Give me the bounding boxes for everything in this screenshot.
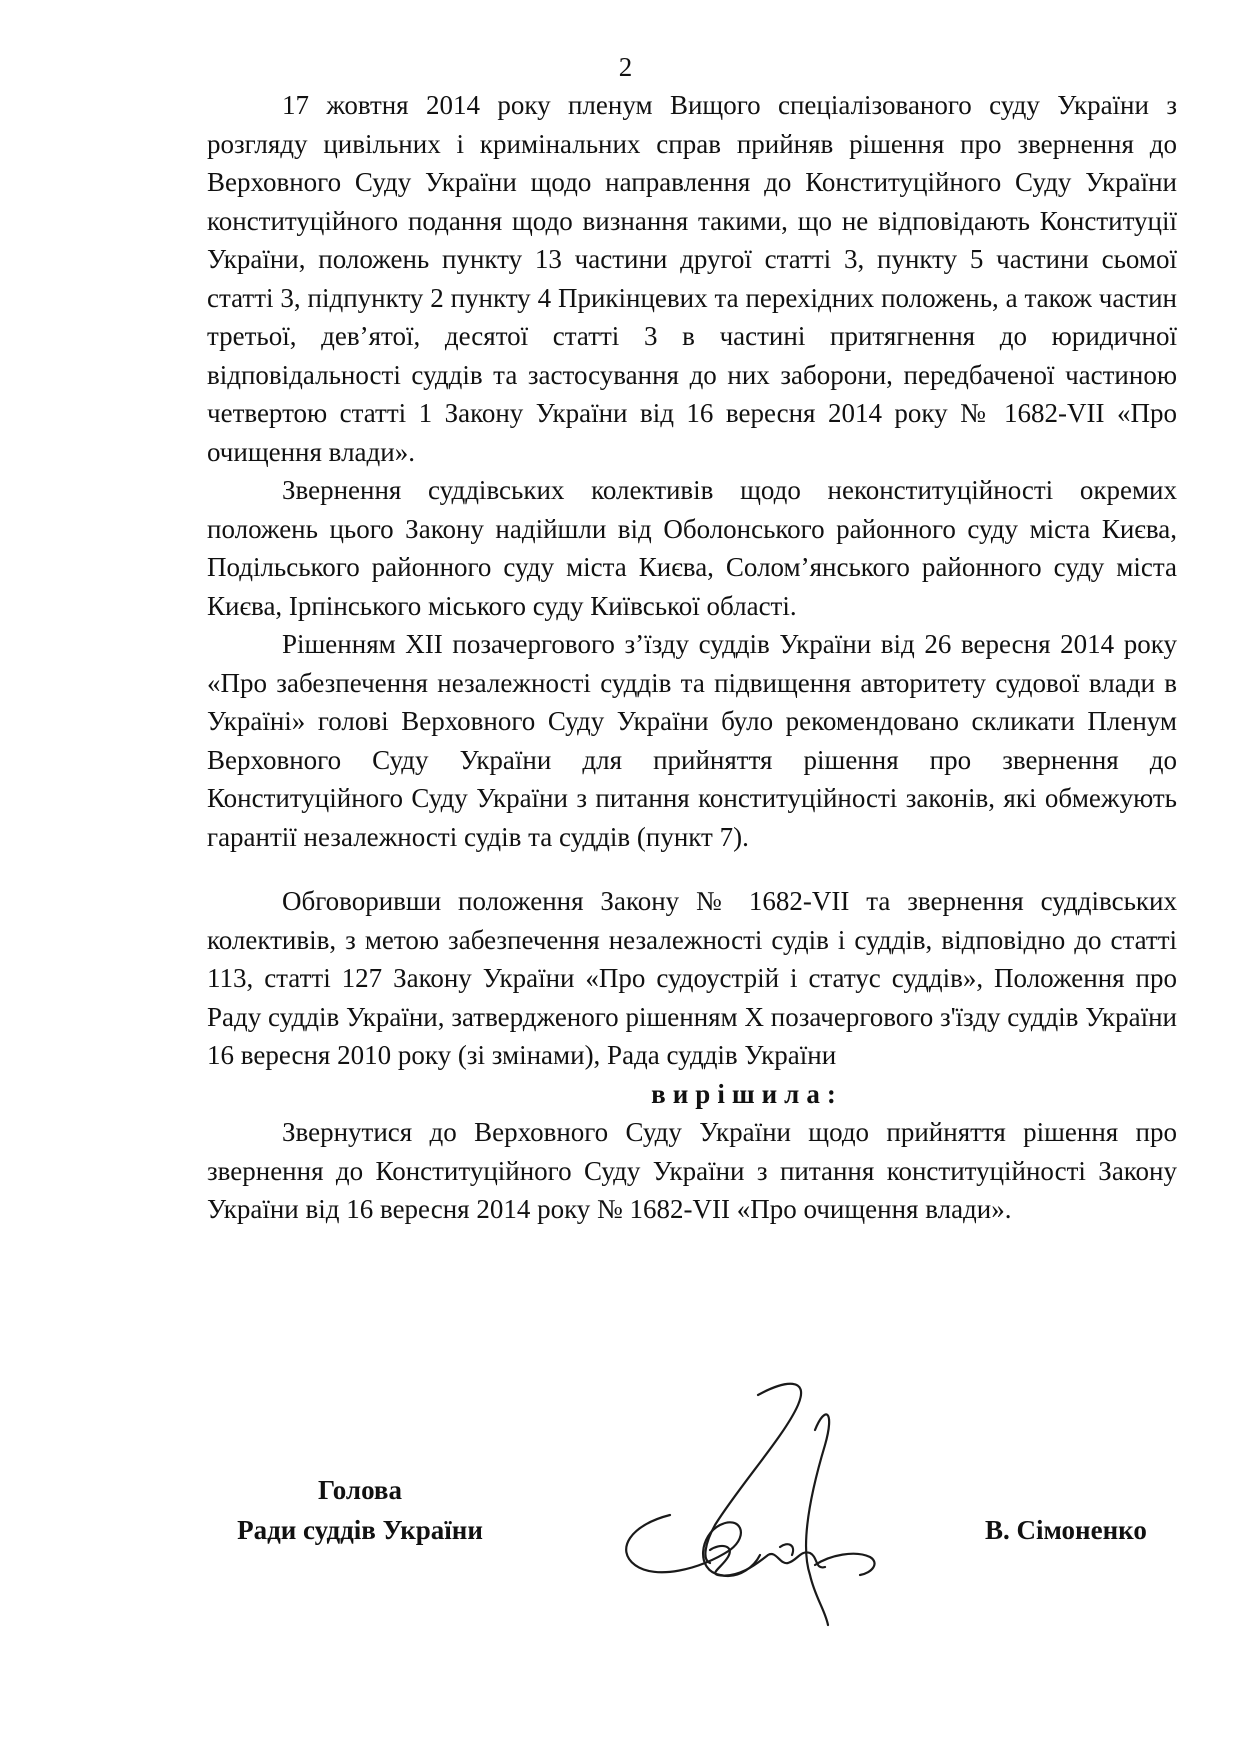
document-body: [207, 86, 1177, 1229]
handwritten-signature: [610, 1375, 890, 1645]
decision-heading: вирішила:: [651, 1078, 843, 1109]
signatory-title-line1: Голова: [317, 1475, 402, 1505]
signatory-title-line2: Ради суддів України: [237, 1515, 483, 1545]
paragraph-plenum-decision: 17 жовтня 2014 року пленум Вищого спеціалізованого суду України з розгляду цивільних і кримінальних справ прийняв рішення про звернення до Верховного Суду України щодо направлення до Конституційного Суду України конституційного подання щодо визнання такими, що не відповідають Конституції України, положень пункту 13 частини другої статті 3, пункту 5 частини сьомої статті 3, підпункту 2 пункту 4 Прикінцевих та перехідних положень, а також частин третьої, дев’ятої, десятої статті 3 в частині притягнення до юридичної відповідальності суддів та застосування до них заборони, передбаченої частиною четвертою статті 1 Закону України від 16 вересня 2014 року № 1682-VII «Про очищення влади».: [207, 90, 1177, 467]
paragraph-decision-text: Звернутися до Верховного Суду України щодо прийняття рішення про звернення до Конституційного Суду України з питання конституційності Закону України від 16 вересня 2014 року № 1682-VII «Про очищення влади».: [207, 1117, 1177, 1224]
paragraph-deliberation: Обговоривши положення Закону № 1682-VII та звернення суддівських колективів, з метою забезпечення незалежності судів і суддів, відповідно до статті 113, статті 127 Закону України «Про судоустрій і статус суддів», Положення про Раду суддів України, затвердженого рішенням X позачергового з'їзду суддів України 16 вересня 2010 року (зі змінами), Рада суддів України: [207, 886, 1177, 1070]
signatory-name: В. Сімоненко: [985, 1515, 1147, 1545]
paragraph-court-appeals: Звернення суддівських колективів щодо неконституційності окремих положень цього Закону надійшли від Оболонського районного суду міста Києва, Подільського районного суду міста Києва, Солом’янського районного суду міста Києва, Ірпінського міського суду Київської області.: [207, 475, 1177, 621]
signature-block: [0, 1470, 1251, 1670]
paragraph-congress-decision: Рішенням XII позачергового з’їзду суддів України від 26 вересня 2014 року «Про забезпечення незалежності суддів та підвищення авторитету судової влади в Україні» голові Верховного Суду України було рекомендовано скликати Пленум Верховного Суду України для прийняття рішення про звернення до Конституційного Суду України з питання конституційності законів, які обмежують гарантії незалежності судів та суддів (пункт 7).: [207, 629, 1177, 852]
page-number: 2: [618, 52, 633, 82]
signatory-title: [210, 1470, 510, 1550]
